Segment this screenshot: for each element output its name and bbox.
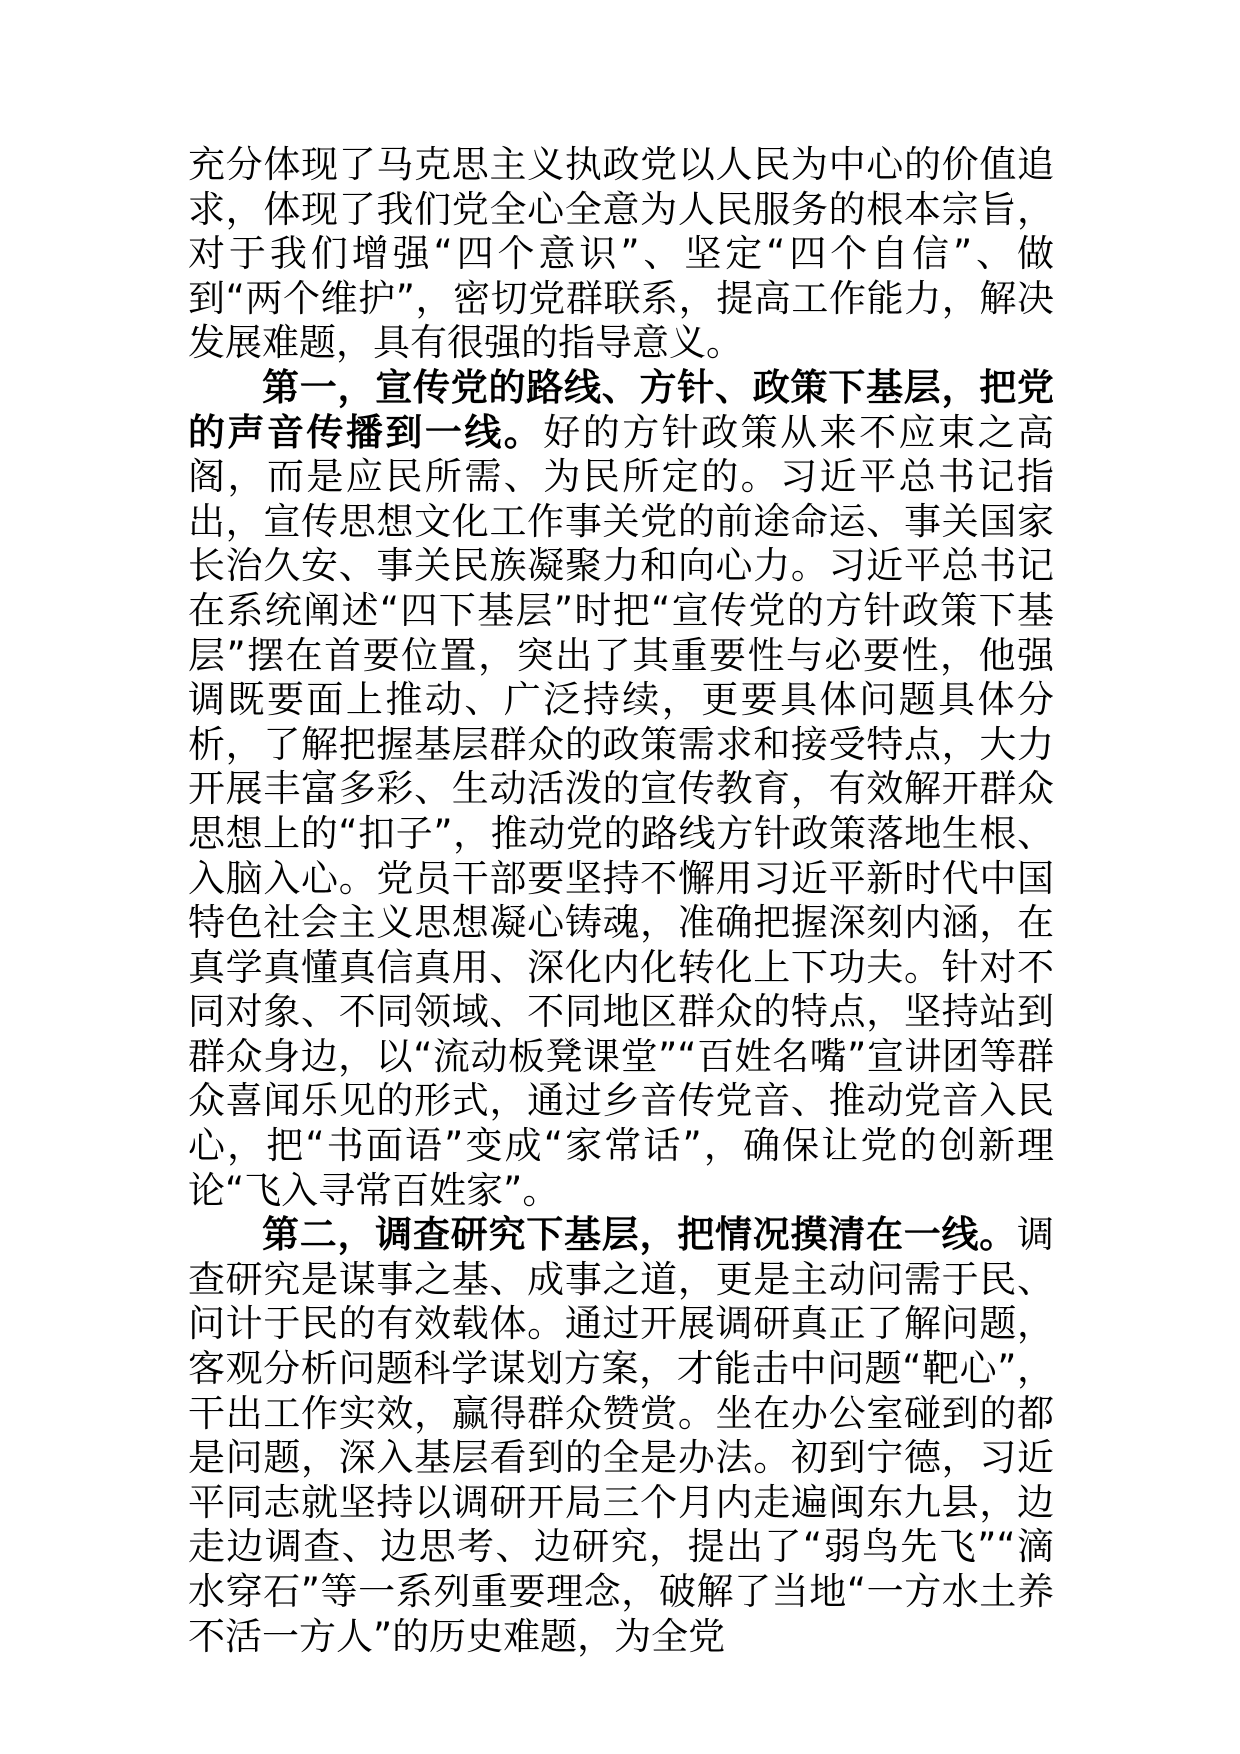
paragraph-first-point [188, 366, 1054, 1213]
paragraph-text: 好的方针政策从来不应束之高阁，而是应民所需、为民所定的。习近平总书记指出，宣传思想文化工作事关党的前途命运、事关国家长治久安、事关民族凝聚力和向心力。习近平总书记在系统阐述“四下基层”时把“宣传党的方针政策下基层”摆在首要位置，突出了其重要性与必要性，他强调既要面上推动、广泛持续，更要具体问题具体分析，了解把握基层群众的政策需求和接受特点，大力开展丰富多彩、生动活泼的宣传教育，有效解开群众思想上的“扣子”，推动党的路线方针政策落地生根、入脑入心。党员干部要坚持不懈用习近平新时代中国特色社会主义思想凝心铸魂，准确把握深刻内涵，在真学真懂真信真用、深化内化转化上下功夫。针对不同对象、不同领域、不同地区群众的特点，坚持站到群众身边，以“流动板凳课堂”“百姓名嘴”宣讲团等群众喜闻乐见的形式，通过乡音传党音、推动党音入民心，把“书面语”变成“家常话”，确保让党的创新理论“飞入寻常百姓家”。 [188, 410, 1055, 1212]
paragraph-lead-heading: 第二，调查研究下基层，把情况摸清在一线。 [262, 1213, 1017, 1257]
paragraph-lead-heading: 第一，宣传党的路线、方针、政策下基层，把党的声音传播到一线。 [188, 365, 1054, 454]
document-body [188, 143, 1054, 1659]
paragraph-text: 充分体现了马克思主义执政党以人民为中心的价值追求，体现了我们党全心全意为人民服务的根本宗旨，对于我们增强“四个意识”、坚定“四个自信”、做到“两个维护”，密切党群联系，提高工作能力，解决发展难题，具有很强的指导意义。 [188, 143, 1054, 365]
paragraph-continued [188, 143, 1054, 366]
paragraph-second-point [188, 1213, 1054, 1659]
paragraph-text: 调查研究是谋事之基、成事之道，更是主动问需于民、问计于民的有效载体。通过开展调研真正了解问题，客观分析问题科学谋划方案，才能击中问题“靶心”，干出工作实效，赢得群众赞赏。坐在办公室碰到的都是问题，深入基层看到的全是办法。初到宁德，习近平同志就坚持以调研开局三个月内走遍闽东九县，边走边调查、边思考、边研究，提出了“弱鸟先飞”“滴水穿石”等一系列重要理念，破解了当地“一方水土养不活一方人”的历史难题，为全党 [188, 1213, 1054, 1658]
